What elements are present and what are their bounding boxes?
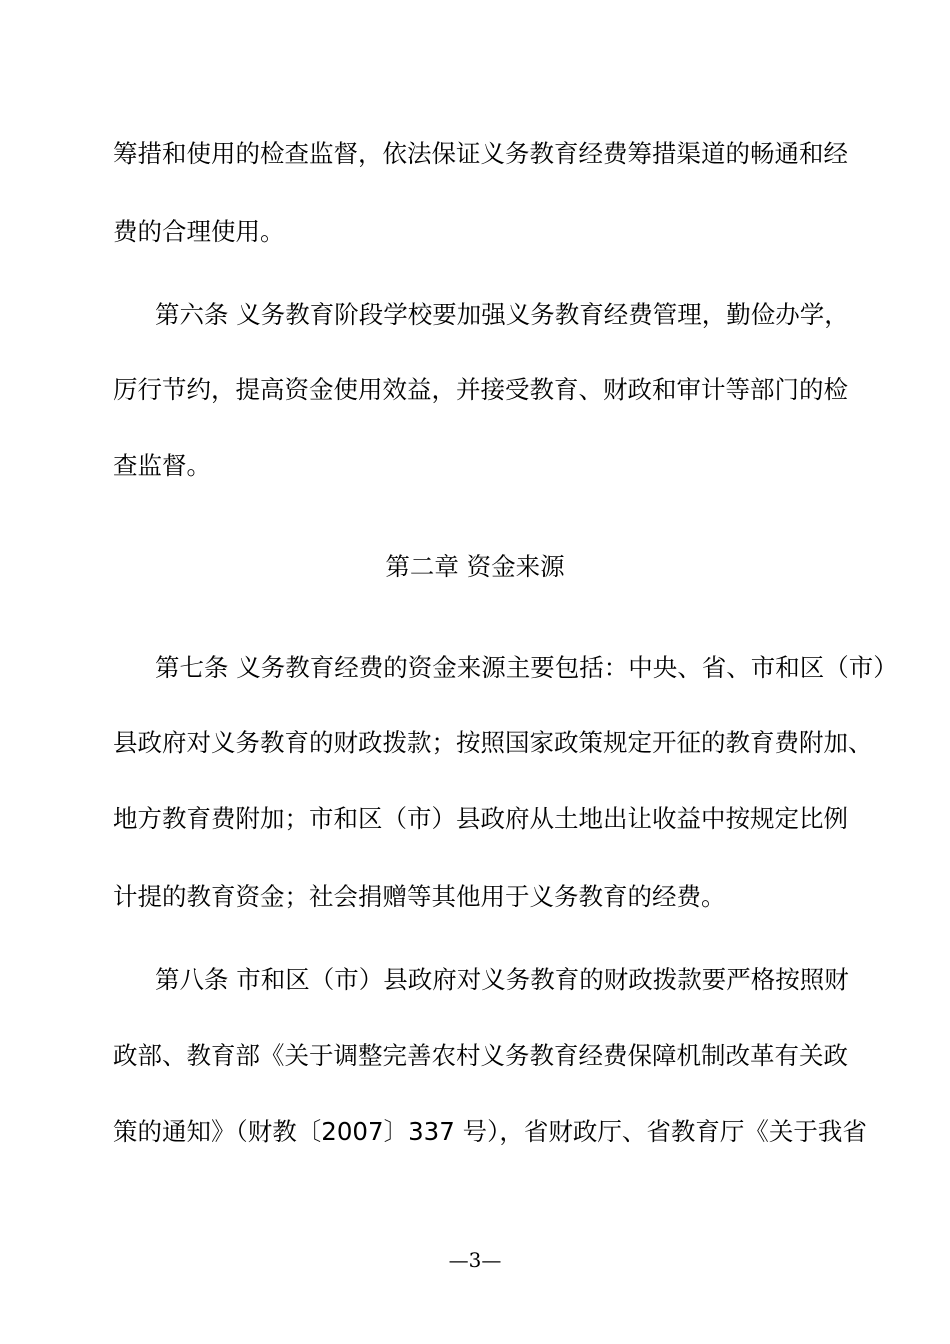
article-7-line-3: 地方教育费附加；市和区（市）县政府从土地出让收益中按规定比例 xyxy=(113,804,848,833)
article-8-line-1: 第八条 市和区（市）县政府对义务教育的财政拨款要严格按照财 xyxy=(155,965,849,994)
chapter-heading: 第二章 资金来源 xyxy=(385,552,565,581)
article-6-line-3: 查监督。 xyxy=(113,451,211,480)
article-8-line-2: 政部、教育部《关于调整完善农村义务教育经费保障机制改革有关政 xyxy=(113,1041,848,1070)
article-6-line-2: 厉行节约，提高资金使用效益，并接受教育、财政和审计等部门的检 xyxy=(113,375,848,404)
article-6-line-1: 第六条 义务教育阶段学校要加强义务教育经费管理，勤俭办学， xyxy=(155,300,849,329)
article-7-line-2: 县政府对义务教育的财政拨款；按照国家政策规定开征的教育费附加、 xyxy=(113,728,873,757)
paragraph-5-line-1: 筹措和使用的检查监督，依法保证义务教育经费筹措渠道的畅通和经 xyxy=(113,139,848,168)
article-7-line-4: 计提的教育资金；社会捐赠等其他用于义务教育的经费。 xyxy=(113,882,726,911)
paragraph-5-line-2: 费的合理使用。 xyxy=(113,217,285,246)
page-number: —3— xyxy=(448,1248,502,1272)
article-7-line-1: 第七条 义务教育经费的资金来源主要包括：中央、省、市和区（市） xyxy=(155,653,898,682)
article-8-line-3: 策的通知》（财教〔2007〕337 号），省财政厅、省教育厅《关于我省 xyxy=(113,1117,867,1146)
